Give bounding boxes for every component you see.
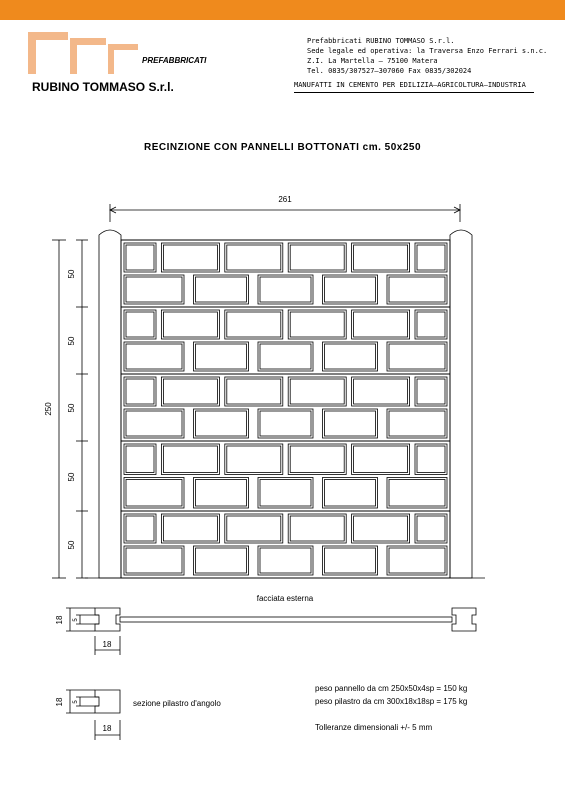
- panel-button: [352, 310, 410, 339]
- panel-button-inner: [260, 411, 311, 436]
- panel-button-inner: [389, 277, 445, 302]
- panel-button: [288, 377, 346, 406]
- panel-button-inner: [227, 446, 281, 473]
- panel-button-inner: [417, 516, 445, 541]
- panel-button: [352, 377, 410, 406]
- panel-button-inner: [325, 277, 376, 302]
- panel-button-inner: [417, 446, 445, 473]
- panel-button-inner: [126, 312, 154, 337]
- panel-button: [415, 444, 447, 475]
- panel-button: [194, 409, 249, 438]
- panel-button: [124, 409, 184, 438]
- panel-button-inner: [227, 516, 281, 541]
- panel-button-inner: [325, 548, 376, 573]
- panel-button: [161, 514, 219, 543]
- panel-button: [323, 546, 378, 575]
- panel-height-label: 50: [67, 336, 76, 346]
- panel-button: [258, 546, 313, 575]
- panel-button-inner: [260, 548, 311, 573]
- panel-button-inner: [290, 516, 344, 541]
- panel-button-inner: [196, 277, 247, 302]
- tolerance-note: Tolleranze dimensionali +/- 5 mm: [315, 723, 433, 732]
- panel-button: [124, 546, 184, 575]
- panel-height-label: 50: [67, 403, 76, 413]
- address-line: Tel. 0835/307527–307060 Fax 0835/302024: [307, 67, 472, 75]
- panel-button: [194, 478, 249, 509]
- panel-button-inner: [290, 379, 344, 404]
- panel-button: [288, 310, 346, 339]
- panel-button-inner: [196, 344, 247, 369]
- panel-button-inner: [126, 245, 154, 270]
- panel-button-inner: [126, 516, 154, 541]
- panel-button-inner: [260, 277, 311, 302]
- panel-height-label: 50: [67, 269, 76, 279]
- panel-button: [258, 478, 313, 509]
- panel-button: [124, 377, 156, 406]
- panel-button-inner: [260, 344, 311, 369]
- panel-button-inner: [354, 516, 408, 541]
- panel-button: [387, 275, 447, 304]
- panel-button: [352, 514, 410, 543]
- address-line: Prefabbricati RUBINO TOMMASO S.r.l.: [307, 37, 455, 45]
- panel-button: [124, 514, 156, 543]
- panel-button-inner: [290, 446, 344, 473]
- panel-button: [124, 342, 184, 371]
- panel-button-inner: [354, 379, 408, 404]
- panel-button: [387, 478, 447, 509]
- corner-caption: sezione pilastro d'angolo: [133, 699, 221, 708]
- panel-button: [415, 310, 447, 339]
- prefabbricati-label: PREFABBRICATI: [142, 56, 207, 65]
- section-width-label: 18: [102, 640, 112, 649]
- panel-button: [352, 243, 410, 272]
- panel-button-inner: [126, 379, 154, 404]
- panel-button: [258, 275, 313, 304]
- panel-button: [161, 243, 219, 272]
- panel-button-inner: [163, 245, 217, 270]
- section-height-label: 18: [55, 615, 64, 625]
- panel-button: [288, 243, 346, 272]
- panel-button: [161, 444, 219, 475]
- panel-height-label: 50: [67, 540, 76, 550]
- panel-button-inner: [389, 411, 445, 436]
- panel-button: [161, 310, 219, 339]
- panel-button-inner: [227, 379, 281, 404]
- panel-button: [225, 243, 283, 272]
- panel-button: [124, 243, 156, 272]
- panel-button: [387, 342, 447, 371]
- panel-button: [258, 342, 313, 371]
- panel-button: [323, 275, 378, 304]
- panel-button: [387, 546, 447, 575]
- panel-button: [323, 409, 378, 438]
- panel-height-label: 50: [67, 472, 76, 482]
- panel-button-inner: [126, 411, 182, 436]
- panel-button-inner: [389, 548, 445, 573]
- panel-button-inner: [163, 379, 217, 404]
- panel-button: [194, 275, 249, 304]
- panel-button: [288, 514, 346, 543]
- panel-button-inner: [163, 446, 217, 473]
- panel-button: [288, 444, 346, 475]
- width-dimension-label: 261: [278, 195, 292, 204]
- panel-button: [225, 444, 283, 475]
- panel-weight: peso pannello da cm 250x50x4sp = 150 kg: [315, 684, 468, 693]
- panel-button-inner: [417, 312, 445, 337]
- panel-button-inner: [325, 411, 376, 436]
- panel-button: [387, 409, 447, 438]
- height-dimension-label: 250: [44, 402, 53, 416]
- panel-button: [124, 478, 184, 509]
- panel-button-inner: [163, 516, 217, 541]
- panel-button: [225, 514, 283, 543]
- panel-button: [225, 310, 283, 339]
- panel-button-inner: [260, 480, 311, 507]
- pillar-weight: peso pilastro da cm 300x18x18sp = 175 kg: [315, 697, 468, 706]
- panel-button-inner: [196, 411, 247, 436]
- panel-button-inner: [163, 312, 217, 337]
- panel-button-inner: [417, 245, 445, 270]
- drawing-caption: facciata esterna: [256, 594, 314, 603]
- panel-button-inner: [389, 480, 445, 507]
- panel-button-inner: [126, 277, 182, 302]
- address-line: Sede legale ed operativa: la Traversa Enzo Ferrari s.n.c.: [307, 47, 548, 55]
- panel-button-inner: [126, 548, 182, 573]
- drawing-title: RECINZIONE CON PANNELLI BOTTONATI cm. 50x250: [143, 142, 422, 153]
- panel-button: [194, 342, 249, 371]
- panel-button: [415, 514, 447, 543]
- panel-button-inner: [354, 446, 408, 473]
- panel-button: [352, 444, 410, 475]
- company-name: RUBINO TOMMASO S.r.l.: [32, 80, 174, 94]
- panel-button-inner: [196, 480, 247, 507]
- panel-button: [225, 377, 283, 406]
- panel-button-inner: [196, 548, 247, 573]
- panel-button-inner: [389, 344, 445, 369]
- panel-button-inner: [227, 245, 281, 270]
- panel-button: [415, 243, 447, 272]
- panel-button-inner: [417, 379, 445, 404]
- corner-small-label: 5: [73, 700, 79, 704]
- panel-button: [323, 342, 378, 371]
- panel-button-inner: [325, 480, 376, 507]
- panel-button: [323, 478, 378, 509]
- panel-button: [124, 444, 156, 475]
- panel-button: [124, 275, 184, 304]
- products-tagline: MANUFATTI IN CEMENTO PER EDILIZIA—AGRICOLTURA—INDUSTRIA: [294, 81, 526, 89]
- corner-height-label: 18: [55, 697, 64, 707]
- panel-button: [258, 409, 313, 438]
- panel-button-inner: [227, 312, 281, 337]
- panel-button-inner: [354, 245, 408, 270]
- section-small-label: 5: [73, 618, 79, 622]
- panel-button-inner: [126, 344, 182, 369]
- address-line: Z.I. La Martella — 75100 Matera: [307, 57, 438, 65]
- panel-button-inner: [325, 344, 376, 369]
- panel-button: [161, 377, 219, 406]
- panel-button-inner: [126, 480, 182, 507]
- panel-button-inner: [126, 446, 154, 473]
- panel-button: [415, 377, 447, 406]
- panel-button-inner: [290, 312, 344, 337]
- panel-button: [124, 310, 156, 339]
- panel-button: [194, 546, 249, 575]
- corner-width-label: 18: [102, 724, 112, 733]
- panel-button-inner: [354, 312, 408, 337]
- panel-button-inner: [290, 245, 344, 270]
